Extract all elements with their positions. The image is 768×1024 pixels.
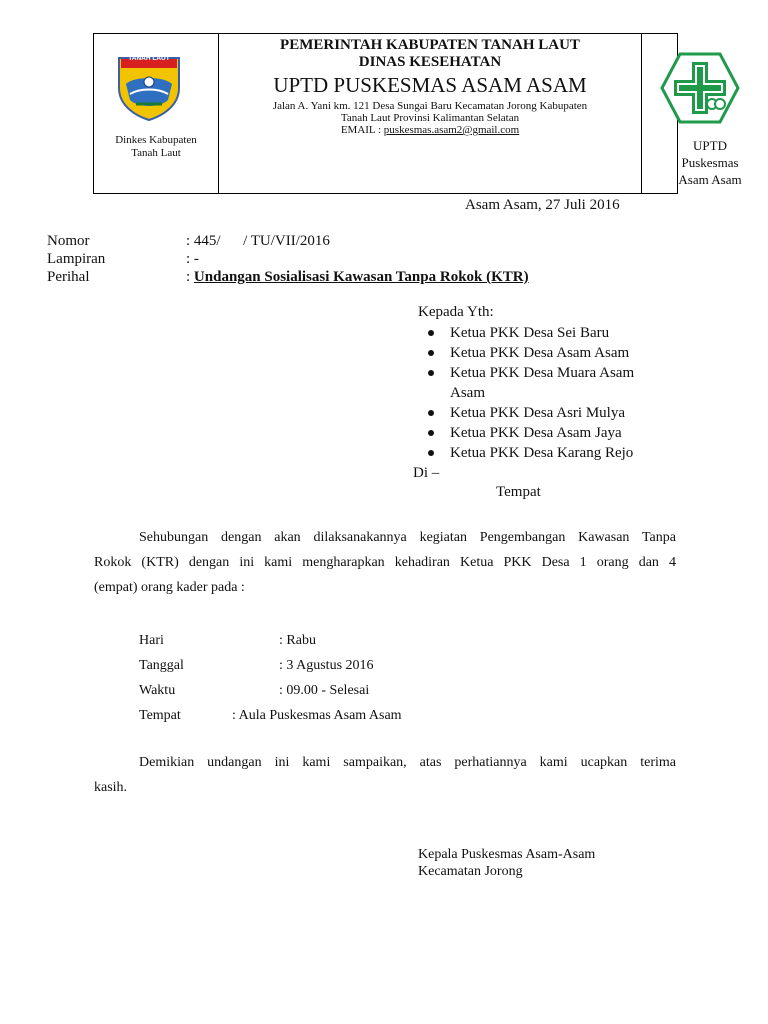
closing-line2: kasih. xyxy=(94,780,128,795)
header-government: PEMERINTAH KABUPATEN TANAH LAUT xyxy=(280,37,580,53)
opening-line2: Rokok (KTR) dengan ini kami mengharapkan kehadiran Ketua PKK Desa 1 orang dan 4 xyxy=(94,555,676,570)
right-caption-line1: UPTD xyxy=(693,138,727,153)
schedule-label-tempat: Tempat xyxy=(139,708,181,723)
header-agency: DINAS KESEHATAN xyxy=(358,54,502,70)
meta-value-nomor: : 445/ / TU/VII/2016 xyxy=(186,233,330,249)
recipient-item: Ketua PKK Desa Sei Baru xyxy=(418,323,678,343)
puskesmas-logo-icon xyxy=(660,52,740,124)
recipient-item-continuation: Asam xyxy=(450,385,485,401)
perihal-subject: Undangan Sosialisasi Kawasan Tanpa Rokok (KTR) xyxy=(193,269,529,285)
bullet-icon xyxy=(428,410,434,416)
signature-title: Kepala Puskesmas Asam-Asam xyxy=(418,847,596,862)
closing-paragraph xyxy=(94,750,676,800)
schedule-label-hari: Hari xyxy=(139,633,164,648)
schedule-value-tanggal: : 3 Agustus 2016 xyxy=(279,658,374,673)
recipients-place: Tempat xyxy=(496,484,541,500)
recipient-item: Ketua PKK Desa Asam Asam xyxy=(418,343,678,363)
perihal-colon: : xyxy=(186,269,194,285)
header-address-line1: Jalan A. Yani km. 121 Desa Sungai Baru Kecamatan Jorong Kabupaten xyxy=(272,100,588,112)
schedule-label-tanggal: Tanggal xyxy=(139,658,184,673)
closing-line1: Demikian undangan ini kami sampaikan, atas perhatiannya kami ucapkan terima xyxy=(139,755,676,770)
recipient-item: Ketua PKK Desa Asri Mulya xyxy=(418,403,678,423)
meta-label-nomor: Nomor xyxy=(47,233,90,249)
email-label: EMAIL : xyxy=(340,124,384,136)
header-unit-name: UPTD PUSKESMAS ASAM ASAM xyxy=(273,73,587,97)
emblem-label: TANAH LAUT xyxy=(128,55,170,62)
meta-value-perihal xyxy=(186,268,529,286)
email-link[interactable]: puskesmas.asam2@gmail.com xyxy=(383,124,520,136)
meta-label-perihal: Perihal xyxy=(47,269,90,285)
recipients-list xyxy=(418,323,678,463)
schedule-value-hari: : Rabu xyxy=(279,633,316,648)
schedule-label-waktu: Waktu xyxy=(139,683,176,698)
bullet-icon xyxy=(428,330,434,336)
tanah-laut-emblem-icon xyxy=(116,54,182,122)
schedule-value-tempat: : Aula Puskesmas Asam Asam xyxy=(232,708,402,723)
recipient-item: Ketua PKK Desa Karang Rejo xyxy=(418,443,678,463)
bullet-icon xyxy=(428,430,434,436)
bullet-icon xyxy=(428,450,434,456)
bullet-icon xyxy=(428,370,434,376)
meta-label-lampiran: Lampiran xyxy=(47,251,106,267)
letter-date: Asam Asam, 27 Juli 2016 xyxy=(465,197,620,213)
signature-district: Kecamatan Jorong xyxy=(418,864,523,879)
left-caption-line1: Dinkes Kabupaten xyxy=(115,134,197,146)
schedule-value-waktu: : 09.00 - Selesai xyxy=(279,683,370,698)
meta-value-lampiran: : - xyxy=(186,251,199,267)
letterhead xyxy=(93,33,678,194)
header-email-line xyxy=(219,124,641,136)
bullet-icon xyxy=(428,350,434,356)
right-caption-line3: Asam Asam xyxy=(678,172,742,187)
recipient-item: Ketua PKK Desa Muara Asam xyxy=(418,363,678,383)
header-address-line2: Tanah Laut Provinsi Kalimantan Selatan xyxy=(340,112,520,124)
recipient-item: Ketua PKK Desa Asam Jaya xyxy=(418,423,678,443)
right-caption-line2: Puskesmas xyxy=(681,155,739,170)
recipients-heading: Kepada Yth: xyxy=(418,304,494,320)
recipients-di: Di – xyxy=(413,465,440,481)
opening-paragraph xyxy=(94,525,676,600)
opening-line3: (empat) orang kader pada : xyxy=(94,580,245,595)
left-caption-line2: Tanah Laut xyxy=(131,147,181,159)
opening-line1: Sehubungan dengan akan dilaksanakannya kegiatan Pengembangan Kawasan Tanpa xyxy=(139,530,676,545)
